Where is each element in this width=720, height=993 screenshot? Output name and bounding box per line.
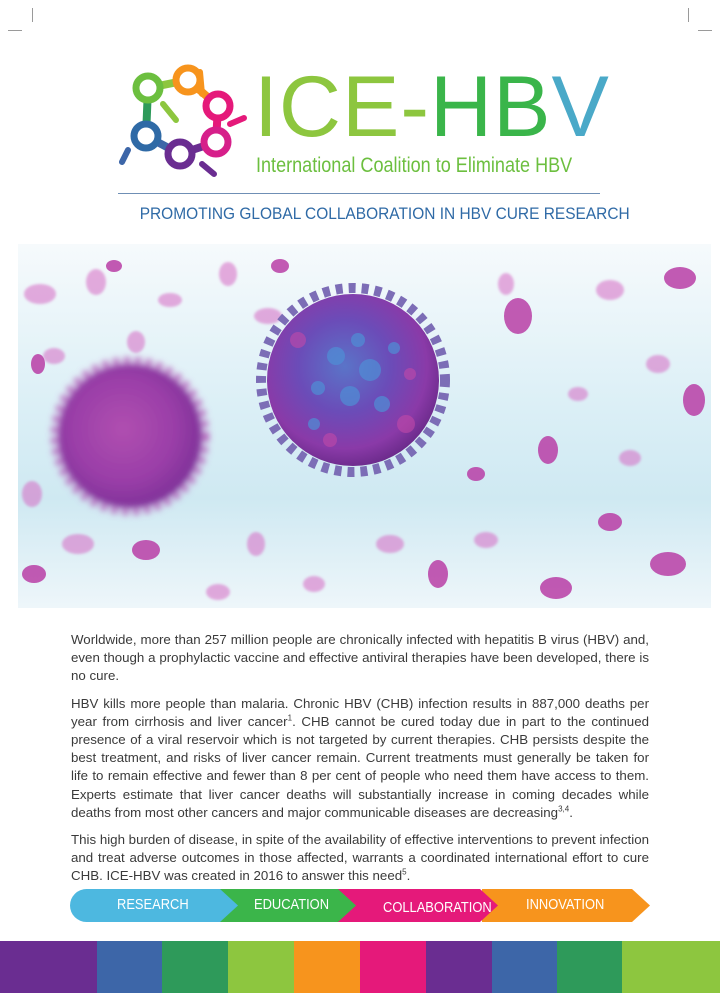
brand-title-part3: V [551, 59, 610, 155]
footer-color-segment [557, 941, 622, 993]
footer-color-segment [622, 941, 720, 993]
paragraph-3: This high burden of disease, in spite of the availability of effective interventions to prevent infection and treat adverse outcomes in those affected, warrants a coordinated international effort to cure CHB. ICE-HBV was created in 2016 to answer this need$^5$. [71, 832, 649, 884]
footer-color-segment [162, 941, 228, 993]
paragraph-2: HBV kills more people than malaria. Chronic HBV (CHB) infection results in 887,000 deaths per year from cirrhosis and liver cancer$^1$. CHB cannot be cured today due in part to the continued presence of a viral reservoir which is not targeted by current therapies. CHB persists despite the best treatment, and risks of liver cancer remain. Current treatments must generally be taken for life to remain effective and fewer than 8 per cent of people who need them have access to them. Experts estimate that liver cancer deaths will substantially increase in coming decades while deaths from most other cancers and major communicable diseases are decreasing$^{3,4}$. [71, 695, 649, 820]
crop-mark [688, 8, 689, 22]
paragraph-1: Worldwide, more than 257 million people are chronically infected with hepatitis B virus (HBV) and, even though a prophylactic vaccine and effective antiviral therapies have been developed, there is no cure. [71, 632, 649, 684]
pillar-collaboration: COLLABORATION [383, 899, 492, 916]
crop-mark [698, 30, 712, 31]
footer-color-segment [426, 941, 492, 993]
footer-color-segment [228, 941, 294, 993]
footnote-ref: 5 [402, 868, 407, 878]
molecule-logo-icon [118, 58, 250, 182]
crop-mark [32, 8, 33, 22]
footer-color-segment [492, 941, 557, 993]
footer-color-segment [360, 941, 426, 993]
footer-color-bar [0, 941, 720, 993]
brand-subtitle: International Coalition to Eliminate HBV [256, 154, 573, 177]
crop-mark [8, 30, 22, 31]
pillar-innovation: INNOVATION [526, 896, 605, 913]
brand-title-part2: HB [430, 59, 552, 155]
body-text [71, 631, 649, 895]
pillar-education: EDUCATION [254, 896, 330, 913]
footer-color-segment [0, 941, 97, 993]
footer-color-segment [294, 941, 360, 993]
brand-title-part1: ICE- [254, 59, 430, 155]
footnote-ref: 1 [287, 713, 293, 723]
pillar-research: RESEARCH [117, 896, 189, 913]
header-divider [118, 193, 600, 194]
virus-illustration-icon [18, 244, 711, 608]
footnote-ref: 3,4 [558, 804, 570, 814]
footer-color-segment [97, 941, 162, 993]
hero-image [18, 244, 711, 608]
tagline: PROMOTING GLOBAL COLLABORATION IN HBV CURE RESEARCH [139, 204, 630, 223]
brand-title [254, 59, 610, 155]
pillar-arrow-bar [70, 889, 650, 922]
